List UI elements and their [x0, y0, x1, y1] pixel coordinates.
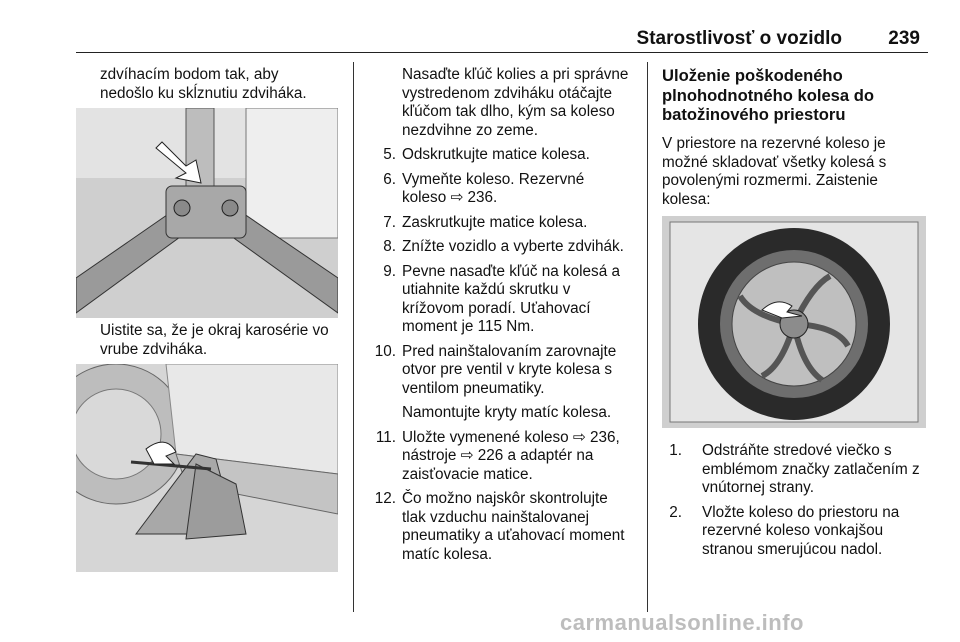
step-item: [362, 343, 642, 423]
text-line: Odskrutkujte matice kolesa.: [402, 146, 590, 163]
step-item: [362, 238, 642, 257]
section-title: Starostlivosť o vozidlo: [636, 28, 842, 49]
text-line: Pevne nasaďte kľúč na kolesá a: [402, 262, 620, 280]
step-item: [362, 429, 642, 485]
col3-heading: [662, 66, 932, 125]
text-line: V priestore na rezervné koleso je: [662, 135, 886, 152]
text-line: rezervné koleso vonkajšou: [702, 522, 884, 539]
text-line: otvor pre ventil v kryte kolesa s: [402, 361, 612, 378]
section-heading-line: batožinového priestoru: [662, 105, 846, 124]
jack-closeup-image: [76, 108, 338, 318]
step-number: 9.: [383, 262, 396, 280]
jack-under-sill-image: [76, 364, 338, 572]
step-number: 1.: [669, 442, 682, 459]
step-item: [362, 490, 642, 564]
step-item: [362, 171, 642, 208]
text-line: utiahnite každú skrutku v: [402, 281, 571, 298]
spare-wheel-well-image: [662, 216, 926, 428]
text-line: vrube zdviháka.: [100, 340, 208, 358]
text-line: Namontujte kryty matíc kolesa.: [402, 404, 612, 421]
text-line: vystredenom zdviháku otáčajte: [402, 84, 613, 102]
step-item: [662, 442, 934, 498]
cross-reference-link[interactable]: koleso ⇨ 236.: [402, 189, 498, 206]
text-line: kolesa:: [662, 190, 711, 208]
col1-intro: [100, 66, 350, 103]
text-line: Čo možno najskôr skontrolujte: [402, 490, 608, 507]
text-line: ventilom pneumatiky.: [402, 379, 545, 397]
text-line: stranou smerujúcou nadol.: [702, 540, 883, 558]
text-line: nezdvihne zo zeme.: [402, 121, 539, 139]
text-line: vnútornej strany.: [702, 479, 814, 496]
text-line: Odstráňte stredové viečko s: [702, 442, 892, 459]
step-number: 2.: [669, 503, 682, 521]
step-number: 6.: [383, 170, 396, 188]
text-line: pneumatiky a uťahovací moment: [402, 527, 625, 544]
text-line: povolenými rozmermi. Zaistenie: [662, 172, 878, 189]
step-number: 10.: [374, 342, 396, 360]
text-line: emblémom značky zatlačením z: [702, 460, 920, 478]
column-divider-1: [353, 62, 354, 612]
text-line: Vložte koleso do priestoru na: [702, 503, 900, 521]
step-number: 8.: [383, 238, 396, 255]
col2-steps: [362, 66, 642, 570]
text-line: Uistite sa, že je okraj karosérie vo: [100, 322, 329, 339]
text-line: Vymeňte koleso. Rezervné: [402, 170, 585, 188]
text-line: matíc kolesa.: [402, 545, 493, 563]
text-line: Nasaďte kľúč kolies a pri správne: [402, 66, 629, 83]
text-line: Znížte vozidlo a vyberte zdvihák.: [402, 238, 624, 255]
cross-reference-link[interactable]: nástroje ⇨ 226 a adaptér na: [402, 447, 594, 464]
col3-steps: [662, 442, 934, 565]
page-header: [76, 24, 928, 50]
text-line: zaisťovacie matice.: [402, 465, 533, 483]
column-divider-2: [647, 62, 648, 612]
section-heading-line: plnohodnotného kolesa do: [662, 85, 875, 105]
watermark: carmanualsonline.info: [560, 610, 804, 635]
text-line: moment je 115 Nm.: [402, 318, 535, 335]
text-line: krížovom poradí. Uťahovací: [402, 299, 591, 317]
text-line: tlak vzduchu nainštalovanej: [402, 508, 590, 526]
step-number: 12.: [374, 490, 396, 507]
text-line: nedošlo ku skĺznutiu zdviháka.: [100, 84, 307, 102]
text-line: kľúčom tak dlho, kým sa koleso: [402, 103, 615, 120]
cross-reference-link[interactable]: Uložte vymenené koleso ⇨ 236,: [402, 428, 620, 446]
header-rule: [76, 52, 928, 53]
text-line: Pred nainštalovaním zarovnajte: [402, 342, 617, 360]
text-line: možné skladovať všetky kolesá s: [662, 153, 887, 171]
step-item: [362, 263, 642, 337]
step-lead: [362, 66, 642, 140]
step-item: [362, 214, 642, 233]
step-item: [662, 504, 934, 560]
col3-paragraph: [662, 135, 932, 209]
text-line: zdvíhacím bodom tak, aby: [100, 66, 279, 83]
step-number: 11.: [375, 428, 396, 446]
col1-caption: [100, 322, 350, 359]
step-number: 5.: [383, 146, 396, 163]
step-number: 7.: [383, 213, 396, 231]
page-number: 239: [888, 28, 920, 49]
text-line: Zaskrutkujte matice kolesa.: [402, 213, 588, 231]
step-item: [362, 146, 642, 165]
section-heading-line: Uloženie poškodeného: [662, 66, 843, 85]
